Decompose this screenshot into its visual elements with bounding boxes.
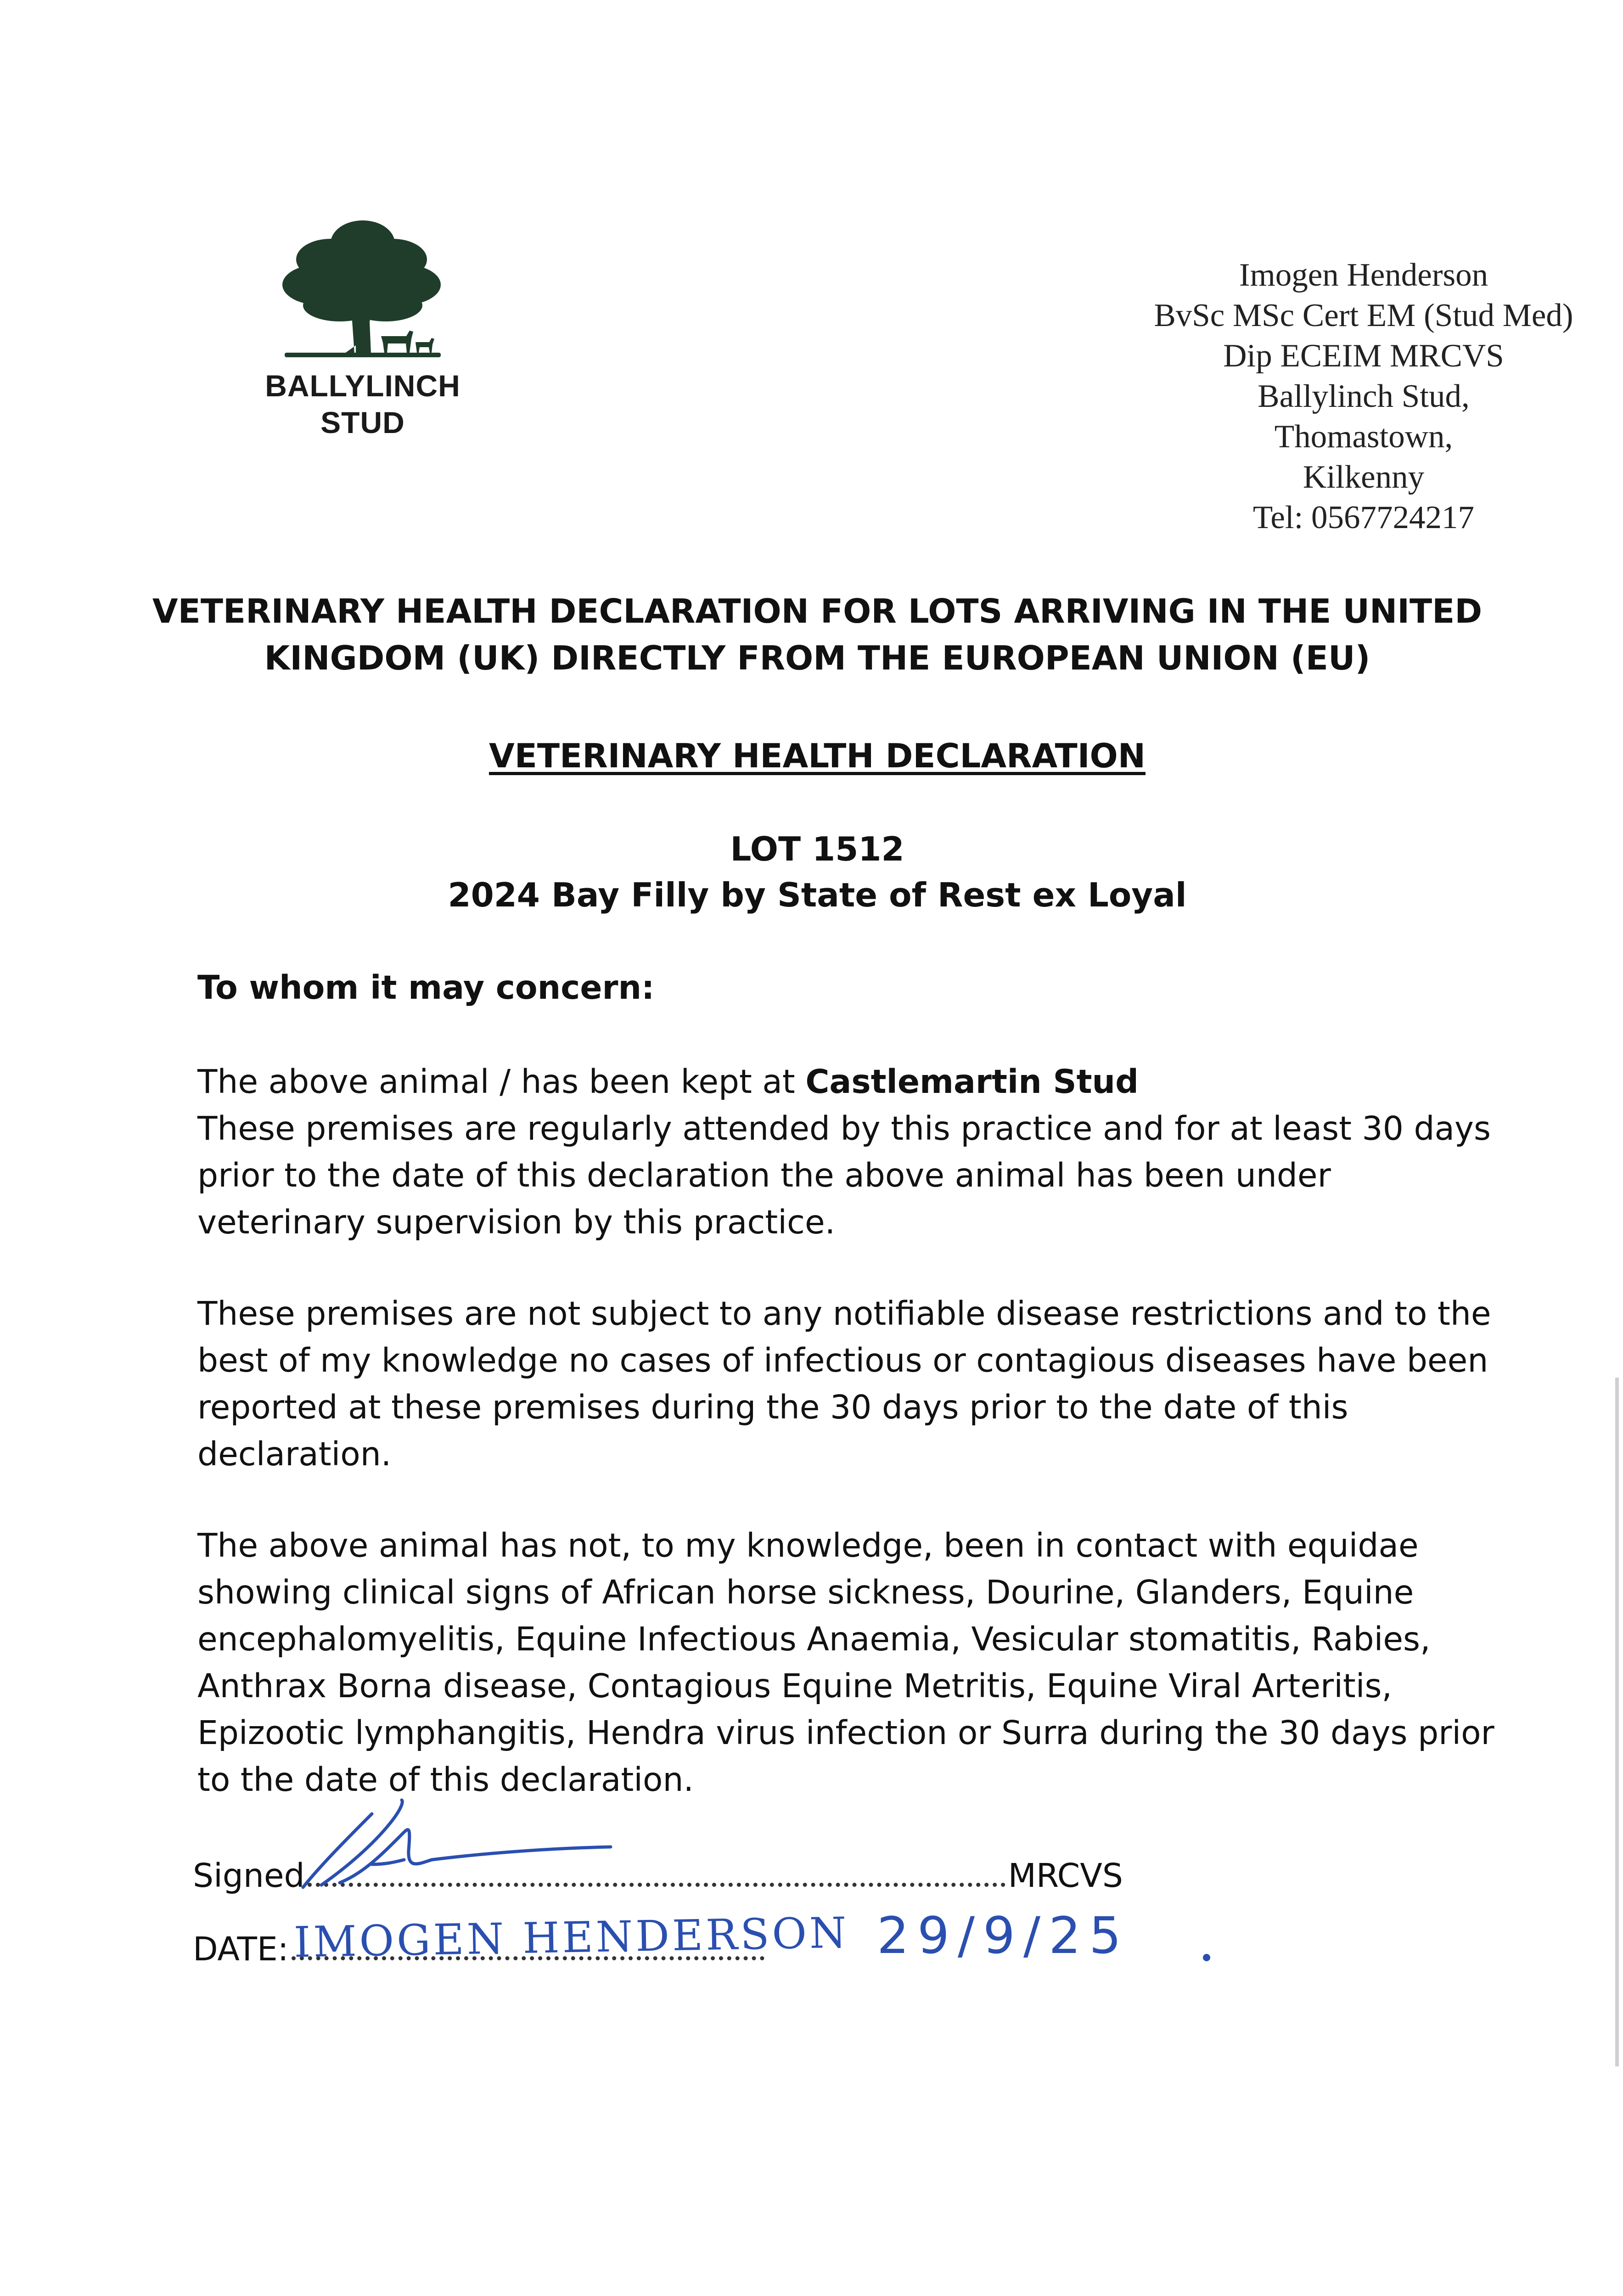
address-phone: Tel: 0567724217 xyxy=(1252,500,1475,535)
vet-qualifications-2: Dip ECEIM MRCVS xyxy=(1223,338,1504,374)
paragraph-line: reported at these premises during the 30 days prior to the date of this xyxy=(197,1388,1348,1426)
paragraph-line: These premises are not subject to any notifiable disease restrictions and to the xyxy=(197,1294,1491,1333)
ballylinch-logo xyxy=(243,216,482,445)
handwritten-date: 29/9/25 xyxy=(877,1906,1130,1965)
address-line-county: Kilkenny xyxy=(1303,459,1425,495)
document-subtitle: VETERINARY HEALTH DECLARATION xyxy=(489,737,1146,775)
scan-edge-artifact xyxy=(1615,1378,1619,2066)
address-line-town: Thomastown, xyxy=(1274,419,1453,455)
address-line-stud: Ballylinch Stud, xyxy=(1258,378,1470,414)
lot-number: LOT 1512 xyxy=(730,830,904,868)
tree-with-horses-icon xyxy=(275,216,450,363)
ink-mark xyxy=(1203,1954,1210,1961)
paragraph-line: Anthrax Borna disease, Contagious Equine Metritis, Equine Viral Arteritis, xyxy=(197,1667,1393,1705)
date-label: DATE: xyxy=(193,1930,289,1968)
paragraph-line: prior to the date of this declaration the above animal has been under xyxy=(197,1156,1331,1194)
handwritten-name: IMOGEN HENDERSON xyxy=(293,1908,850,1967)
paragraph-restrictions xyxy=(197,1290,1491,1478)
paragraph-line xyxy=(197,1058,1446,1105)
signed-label: Signed xyxy=(193,1857,305,1895)
paragraph-line: The above animal has not, to my knowledge, been in contact with equidae xyxy=(197,1526,1419,1564)
vet-name: Imogen Henderson xyxy=(1239,257,1488,293)
paragraph-line: best of my knowledge no cases of infectious or contagious diseases have been xyxy=(197,1341,1488,1379)
paragraph-line: veterinary supervision by this practice. xyxy=(197,1203,836,1241)
lot-description: 2024 Bay Filly by State of Rest ex Loyal xyxy=(448,876,1187,914)
paragraph-diseases xyxy=(197,1522,1494,1803)
mrcvs-suffix: MRCVS xyxy=(1008,1857,1123,1895)
paragraph-line: encephalomyelitis, Equine Infectious Anaemia, Vesicular stomatitis, Rabies, xyxy=(197,1620,1431,1658)
paragraph-line: These premises are regularly attended by this practice and for at least 30 days xyxy=(197,1109,1491,1148)
paragraph-premises xyxy=(197,1058,1491,1246)
premises-lead-text: The above animal / has been kept at xyxy=(197,1063,806,1101)
salutation: To whom it may concern: xyxy=(197,968,655,1007)
paragraph-line: declaration. xyxy=(197,1435,392,1473)
premises-name: Castlemartin Stud xyxy=(805,1063,1139,1101)
paragraph-line: to the date of this declaration. xyxy=(197,1761,694,1799)
document-title-line2: KINGDOM (UK) DIRECTLY FROM THE EUROPEAN UNION (EU) xyxy=(264,639,1370,677)
vet-address-block xyxy=(1093,255,1623,538)
logo-text-line1: BALLYLINCH xyxy=(265,369,461,403)
vet-qualifications: BvSc MSc Cert EM (Stud Med) xyxy=(1154,298,1573,333)
paragraph-line: Epizootic lymphangitis, Hendra virus infection or Surra during the 30 days prior xyxy=(197,1714,1494,1752)
document-title-line1: VETERINARY HEALTH DECLARATION FOR LOTS ARRIVING IN THE UNITED xyxy=(152,592,1483,630)
paragraph-line: showing clinical signs of African horse sickness, Dourine, Glanders, Equine xyxy=(197,1573,1414,1611)
handwritten-signature xyxy=(294,1795,643,1901)
logo-text-line2: STUD xyxy=(320,405,405,439)
